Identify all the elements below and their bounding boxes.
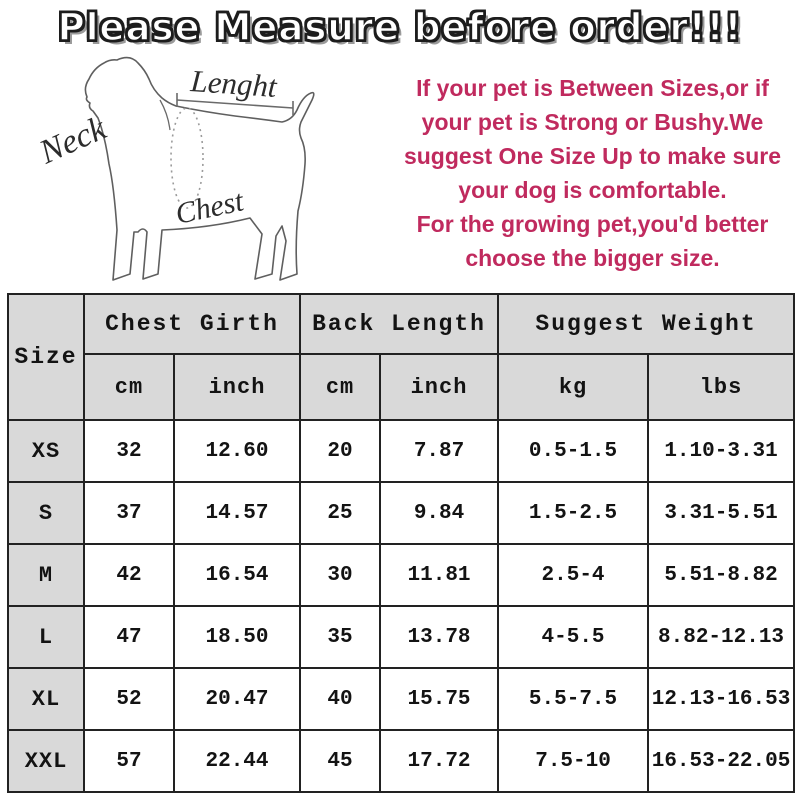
value-cell: 4-5.5 [498,606,648,668]
table-row [8,482,794,544]
value-cell: 11.81 [380,544,498,606]
notice-line: your dog is comfortable. [458,177,727,203]
notice-line: For the growing pet,you'd better [416,211,769,237]
value-cell: 2.5-4 [498,544,648,606]
value-cell: 45 [300,730,380,792]
value-cell: 25 [300,482,380,544]
value-cell: 37 [84,482,174,544]
size-cell: XL [8,668,84,730]
unit-header-cell: lbs [648,354,794,420]
unit-header-cell: kg [498,354,648,420]
size-column-header: Size [8,294,84,420]
size-table [7,293,795,793]
value-cell: 5.51-8.82 [648,544,794,606]
table-group-header-row [8,294,794,354]
value-cell: 0.5-1.5 [498,420,648,482]
unit-header-cell: inch [380,354,498,420]
size-cell: XS [8,420,84,482]
value-cell: 22.44 [174,730,300,792]
value-cell: 7.87 [380,420,498,482]
size-cell: M [8,544,84,606]
notice-text [390,71,795,275]
unit-header-cell: inch [174,354,300,420]
value-cell: 32 [84,420,174,482]
value-cell: 5.5-7.5 [498,668,648,730]
notice-line: your pet is Strong or Bushy.We [421,109,764,135]
chest-label: Chest [172,184,247,231]
size-cell: L [8,606,84,668]
size-cell: S [8,482,84,544]
table-unit-header-row [8,354,794,420]
table-row [8,544,794,606]
value-cell: 30 [300,544,380,606]
value-cell: 1.10-3.31 [648,420,794,482]
value-cell: 52 [84,668,174,730]
unit-header-cell: cm [84,354,174,420]
value-cell: 20 [300,420,380,482]
value-cell: 1.5-2.5 [498,482,648,544]
value-cell: 13.78 [380,606,498,668]
value-cell: 18.50 [174,606,300,668]
value-cell: 16.53-22.05 [648,730,794,792]
value-cell: 57 [84,730,174,792]
neck-label: Neck [34,109,112,172]
chest-girth-header: Chest Girth [84,294,300,354]
page-title: Please Measure before order!!! [57,6,743,49]
value-cell: 15.75 [380,668,498,730]
table-row [8,730,794,792]
value-cell: 14.57 [174,482,300,544]
value-cell: 20.47 [174,668,300,730]
table-row [8,606,794,668]
value-cell: 7.5-10 [498,730,648,792]
notice-line: suggest One Size Up to make sure [403,143,782,169]
value-cell: 35 [300,606,380,668]
value-cell: 3.31-5.51 [648,482,794,544]
table-row [8,668,794,730]
value-cell: 42 [84,544,174,606]
unit-header-cell: cm [300,354,380,420]
size-cell: XXL [8,730,84,792]
notice-line: choose the bigger size. [465,245,720,271]
value-cell: 8.82-12.13 [648,606,794,668]
length-label: Lenght [189,63,278,104]
neck-line [160,100,170,130]
dog-measure-diagram [10,46,385,291]
back-length-header: Back Length [300,294,498,354]
value-cell: 12.60 [174,420,300,482]
value-cell: 12.13-16.53 [648,668,794,730]
value-cell: 17.72 [380,730,498,792]
value-cell: 47 [84,606,174,668]
value-cell: 40 [300,668,380,730]
value-cell: 9.84 [380,482,498,544]
suggest-weight-header: Suggest Weight [498,294,794,354]
notice-line: If your pet is Between Sizes,or if [416,75,769,101]
dog-diagram-svg [10,46,385,291]
value-cell: 16.54 [174,544,300,606]
table-row [8,420,794,482]
